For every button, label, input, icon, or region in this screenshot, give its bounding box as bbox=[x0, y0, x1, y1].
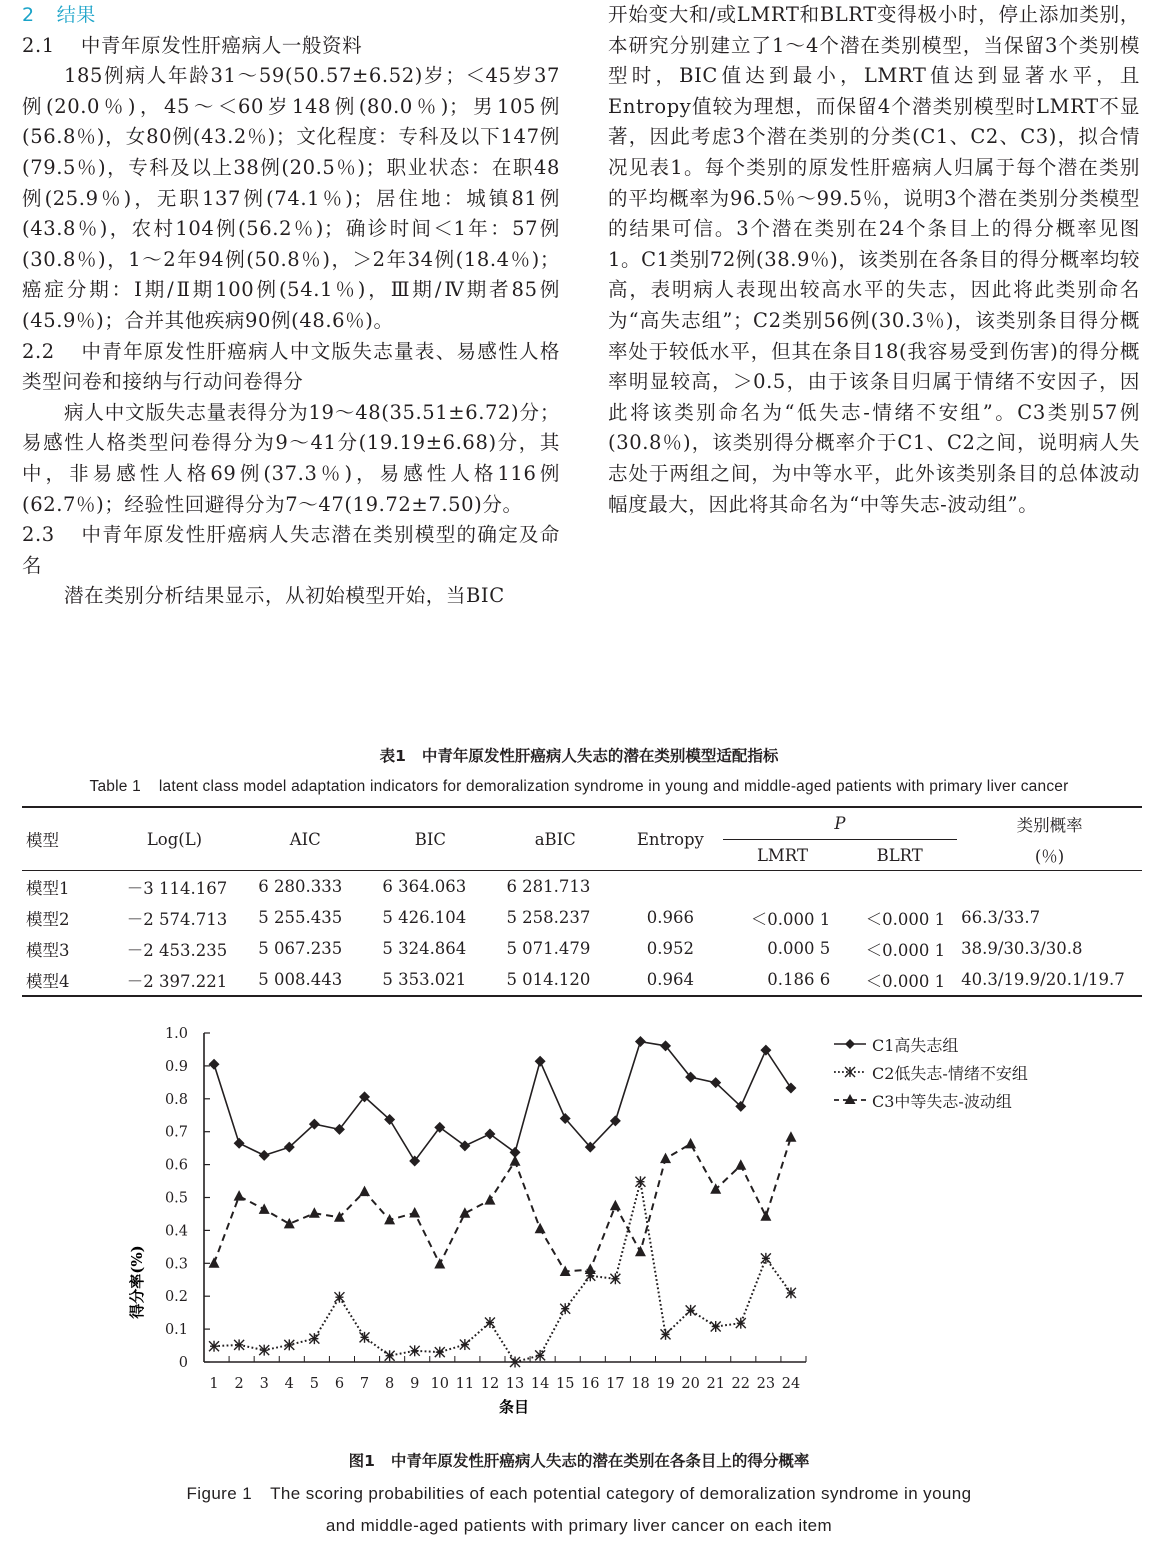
data-point-diamond bbox=[259, 1150, 270, 1161]
table-row bbox=[22, 964, 1142, 996]
y-tick-label: 0.4 bbox=[164, 1223, 188, 1240]
header-bic: BIC bbox=[414, 829, 447, 849]
header-blrt: BLRT bbox=[876, 845, 923, 865]
data-point-asterisk bbox=[234, 1339, 244, 1350]
cell-entropy: 0.964 bbox=[646, 970, 695, 989]
cell-blrt: ＜0.000 1 bbox=[865, 909, 946, 929]
series-line bbox=[214, 1042, 791, 1161]
cell-lmrt bbox=[723, 871, 843, 903]
table-title-en-text: latent class model adaptation indicators for demoralization syndrome in young and middle-aged patients with primary liver cancer bbox=[158, 778, 1069, 795]
data-point-triangle bbox=[510, 1155, 521, 1166]
x-tick-label: 18 bbox=[631, 1376, 650, 1392]
data-point-asterisk bbox=[535, 1350, 545, 1361]
subsection-number: 2.1 bbox=[22, 33, 55, 57]
data-point-asterisk bbox=[686, 1305, 696, 1316]
cell-log: －2 453.235 bbox=[126, 940, 228, 960]
table-title-cn-text: 中青年原发性肝癌病人失志的潜在类别模型适配指标 bbox=[421, 747, 779, 765]
chart-legend bbox=[832, 1030, 1028, 1114]
figure-title-en-line2: and middle-aged patients with primary liver cancer on each item bbox=[325, 1516, 833, 1535]
x-tick-label: 24 bbox=[781, 1376, 801, 1392]
paragraph-latent-class-start: 潜在类别分析结果显示，从初始模型开始，当BIC bbox=[64, 584, 505, 608]
section-number: 2 bbox=[22, 4, 35, 26]
cell-model: 模型2 bbox=[26, 909, 70, 929]
header-prob-line1: 类别概率 bbox=[1016, 815, 1083, 835]
data-point-triangle bbox=[259, 1203, 270, 1214]
subsection-heading-2-3 bbox=[22, 520, 560, 581]
table-title-cn bbox=[0, 744, 1158, 766]
cell-model: 模型3 bbox=[26, 940, 70, 960]
x-tick-label: 9 bbox=[410, 1376, 420, 1392]
data-point-triangle bbox=[334, 1211, 345, 1222]
model-fit-table bbox=[22, 806, 1142, 997]
data-point-asterisk bbox=[334, 1292, 344, 1303]
data-point-triangle bbox=[434, 1258, 445, 1269]
data-point-triangle bbox=[384, 1214, 395, 1225]
x-tick-label: 20 bbox=[681, 1376, 700, 1392]
data-point-asterisk bbox=[435, 1347, 445, 1358]
cell-blrt: ＜0.000 1 bbox=[865, 940, 946, 960]
x-tick-label: 13 bbox=[505, 1376, 525, 1392]
series-line bbox=[214, 1137, 791, 1271]
data-point-triangle bbox=[660, 1153, 671, 1164]
data-point-asterisk bbox=[736, 1318, 746, 1329]
x-tick-label: 15 bbox=[555, 1376, 575, 1392]
data-point-asterisk bbox=[635, 1176, 645, 1187]
table-row bbox=[22, 871, 1142, 903]
cell-abic: 6 281.713 bbox=[506, 877, 591, 896]
figure-label-cn: 图1 bbox=[348, 1452, 375, 1470]
subsection-title: 中青年原发性肝癌病人失志潜在类别模型的确定及命名 bbox=[22, 523, 560, 577]
cell-blrt bbox=[842, 871, 957, 903]
data-point-asterisk bbox=[485, 1317, 495, 1328]
x-tick-label: 5 bbox=[309, 1376, 319, 1392]
chart-series bbox=[209, 1036, 797, 1367]
table-label-en: Table 1 bbox=[89, 778, 141, 795]
data-point-triangle bbox=[585, 1264, 596, 1275]
data-point-asterisk bbox=[410, 1345, 420, 1356]
solid-diamond-line-icon bbox=[832, 1037, 868, 1051]
data-point-triangle bbox=[409, 1207, 420, 1218]
subsection-number: 2.2 bbox=[22, 339, 55, 363]
figure-title-en-text1: The scoring probabilities of each potential category of demoralization syndrome in young bbox=[270, 1484, 972, 1503]
data-point-asterisk bbox=[284, 1339, 294, 1350]
section-title: 结果 bbox=[56, 4, 96, 26]
figure-title-cn bbox=[0, 1449, 1158, 1471]
cell-lmrt: ＜0.000 1 bbox=[750, 909, 831, 929]
cell-entropy: 0.952 bbox=[646, 939, 695, 958]
series-line bbox=[214, 1182, 791, 1362]
figure-label-en: Figure 1 bbox=[186, 1484, 253, 1503]
section-heading bbox=[22, 0, 560, 31]
cell-bic: 5 426.104 bbox=[382, 908, 467, 927]
data-point-asterisk bbox=[385, 1350, 395, 1361]
header-abic: aBIC bbox=[534, 829, 576, 849]
data-point-asterisk bbox=[786, 1287, 796, 1298]
cell-log: －2 574.713 bbox=[126, 909, 228, 929]
data-point-asterisk bbox=[309, 1333, 319, 1344]
x-tick-label: 17 bbox=[606, 1376, 625, 1392]
data-point-asterisk bbox=[460, 1339, 470, 1350]
data-point-triangle bbox=[309, 1207, 320, 1218]
cell-abic: 5 071.479 bbox=[506, 939, 591, 958]
cell-prob: 40.3/19.9/20.1/19.7 bbox=[961, 970, 1125, 989]
cell-abic: 5 014.120 bbox=[506, 970, 591, 989]
data-point-diamond bbox=[484, 1129, 495, 1140]
y-tick-label: 0.3 bbox=[164, 1256, 188, 1273]
dashed-triangle-line-icon bbox=[832, 1093, 868, 1107]
y-tick-label: 0.2 bbox=[164, 1289, 188, 1306]
subsection-title: 中青年原发性肝癌病人一般资料 bbox=[80, 33, 363, 57]
series-3 bbox=[209, 1131, 797, 1276]
figure-title-en bbox=[0, 1478, 1158, 1542]
legend-item-c2 bbox=[832, 1058, 1028, 1086]
data-point-asterisk bbox=[259, 1345, 269, 1356]
header-lmrt: LMRT bbox=[756, 845, 808, 865]
data-point-triangle bbox=[484, 1194, 495, 1205]
cell-model: 模型4 bbox=[26, 971, 70, 991]
paragraph-latent-class-continued: 开始变大和/或LMRT和BLRT变得极小时，停止添加类别，本研究分别建立了1～4个潜在类别模型，当保留3个类别模型时，BIC值达到最小，LMRT值达到显著水平，且Entropy值较为理想，而保留4个潜类别模型时LMRT不显著，因此考虑3个潜在类别的分类(C1、C2、C3)，拟合情况见表1。每个类别的原发性肝癌病人归属于每个潜在类别的平均概率为96.5％～99.5％，说明3个潜在类别分类模型的结果可信。3个潜在类别在24个条目上的得分概率见图1。C1类别72例(38.9％)，该类别在各条目的得分概率均较高，表明病人表现出较高水平的失志，因此将此类别命名为“高失志组”；C2类别56例(30.3％)，该类别条目得分概率处于较低水平，但其在条目18(我容易受到伤害)的得分概率明显较高，＞0.5，由于该条目归属于情绪不安因子，因此将该类别命名为“低失志-情绪不安组”。C3类别57例(30.8％)，该类别得分概率介于C1、C2之间，说明病人失志处于两组之间，为中等水平，此外该类别条目的总体波动幅度最大，因此将其命名为“中等失志-波动组”。 bbox=[608, 3, 1140, 516]
cell-prob: 38.9/30.3/30.8 bbox=[961, 939, 1083, 958]
header-prob-line2: (％) bbox=[1034, 846, 1065, 866]
x-tick-label: 14 bbox=[530, 1376, 550, 1392]
subsection-heading-2-1 bbox=[22, 31, 560, 62]
data-point-diamond bbox=[785, 1082, 796, 1093]
cell-lmrt: 0.186 6 bbox=[767, 970, 831, 989]
data-point-diamond bbox=[234, 1138, 245, 1149]
header-model: 模型 bbox=[26, 831, 59, 850]
data-point-triangle bbox=[610, 1200, 621, 1211]
data-point-triangle bbox=[685, 1138, 696, 1149]
y-tick-label: 0.9 bbox=[164, 1058, 188, 1075]
legend-item-c3 bbox=[832, 1086, 1028, 1114]
x-tick-label: 16 bbox=[581, 1376, 600, 1392]
data-point-asterisk bbox=[761, 1253, 771, 1264]
cell-bic: 5 324.864 bbox=[382, 939, 467, 958]
subsection-number: 2.3 bbox=[22, 523, 55, 547]
legend-item-c1 bbox=[832, 1030, 1028, 1058]
x-tick-label: 19 bbox=[656, 1376, 675, 1392]
legend-label-c1: C1高失志组 bbox=[872, 1035, 959, 1055]
paragraph-scores: 病人中文版失志量表得分为19～48(35.51±6.72)分；易感性人格类型问卷得分为9～41分(19.19±6.68)分，其中，非易感性人格69例(37.3％)，易感性人格116例(62.7％)；经验性回避得分为7～47(19.72±7.50)分。 bbox=[22, 400, 560, 516]
cell-lmrt: 0.000 5 bbox=[767, 939, 831, 958]
cell-aic: 5 008.443 bbox=[258, 970, 343, 989]
y-tick-label: 0.8 bbox=[164, 1091, 188, 1108]
cell-blrt: ＜0.000 1 bbox=[865, 971, 946, 991]
data-point-triangle bbox=[735, 1159, 746, 1170]
y-tick-label: 0.1 bbox=[164, 1322, 188, 1339]
dotted-asterisk-line-icon bbox=[832, 1065, 868, 1079]
figure-title-cn-text: 中青年原发性肝癌病人失志的潜在类别在各条目上的得分概率 bbox=[390, 1452, 810, 1470]
data-point-diamond bbox=[535, 1056, 546, 1067]
subsection-heading-2-2 bbox=[22, 337, 560, 398]
line-chart bbox=[120, 1010, 820, 1430]
left-column bbox=[22, 0, 560, 612]
header-p: P bbox=[723, 807, 957, 840]
right-column bbox=[608, 0, 1140, 520]
cell-aic: 5 067.235 bbox=[258, 939, 343, 958]
header-entropy: Entropy bbox=[636, 829, 704, 849]
x-tick-label: 1 bbox=[209, 1376, 219, 1392]
cell-bic: 5 353.021 bbox=[382, 970, 467, 989]
x-tick-label: 23 bbox=[756, 1376, 776, 1392]
data-point-asterisk bbox=[661, 1329, 671, 1340]
table-row bbox=[22, 902, 1142, 933]
data-point-asterisk bbox=[209, 1341, 219, 1352]
x-tick-label: 11 bbox=[455, 1376, 475, 1392]
data-point-triangle bbox=[785, 1131, 796, 1142]
series-1 bbox=[209, 1036, 797, 1166]
data-point-asterisk bbox=[560, 1303, 570, 1314]
subsection-title: 中青年原发性肝癌病人中文版失志量表、易感性人格类型问卷和接纳与行动问卷得分 bbox=[22, 339, 560, 394]
x-tick-label: 12 bbox=[480, 1376, 500, 1392]
cell-prob bbox=[957, 871, 1142, 903]
header-aic: AIC bbox=[289, 829, 321, 849]
x-tick-label: 21 bbox=[706, 1376, 725, 1392]
data-point-triangle bbox=[209, 1257, 220, 1268]
data-point-diamond bbox=[635, 1036, 646, 1047]
y-axis-label: 得分率(%) bbox=[128, 1245, 146, 1319]
table-label-cn: 表1 bbox=[379, 747, 406, 765]
data-point-asterisk bbox=[510, 1357, 520, 1368]
data-point-triangle bbox=[234, 1190, 245, 1201]
table-header-row bbox=[22, 807, 1142, 840]
cell-entropy: 0.966 bbox=[646, 908, 695, 927]
data-point-triangle bbox=[635, 1246, 646, 1257]
table-row bbox=[22, 933, 1142, 964]
data-point-triangle bbox=[459, 1207, 470, 1218]
data-point-triangle bbox=[359, 1186, 370, 1197]
x-tick-label: 2 bbox=[234, 1376, 244, 1392]
cell-prob: 66.3/33.7 bbox=[961, 908, 1041, 927]
y-tick-label: 0 bbox=[178, 1355, 188, 1371]
cell-log: －3 114.167 bbox=[126, 878, 228, 898]
x-tick-label: 10 bbox=[430, 1376, 450, 1392]
cell-aic: 5 255.435 bbox=[258, 908, 343, 927]
legend-label-c2: C2低失志-情绪不安组 bbox=[872, 1063, 1028, 1083]
data-point-diamond bbox=[209, 1059, 220, 1070]
y-tick-label: 1.0 bbox=[164, 1026, 188, 1042]
x-tick-label: 7 bbox=[359, 1376, 370, 1392]
y-tick-label: 0.6 bbox=[164, 1157, 188, 1174]
data-point-asterisk bbox=[711, 1321, 721, 1332]
legend-label-c3: C3中等失志-波动组 bbox=[872, 1091, 1012, 1111]
cell-model: 模型1 bbox=[26, 878, 70, 898]
x-tick-label: 6 bbox=[334, 1376, 345, 1392]
cell-abic: 5 258.237 bbox=[506, 908, 591, 927]
cell-entropy bbox=[618, 871, 723, 903]
data-point-diamond bbox=[760, 1045, 771, 1056]
x-tick-label: 8 bbox=[384, 1376, 395, 1392]
data-point-triangle bbox=[535, 1223, 546, 1234]
data-point-asterisk bbox=[610, 1273, 620, 1284]
data-point-triangle bbox=[760, 1210, 771, 1221]
paragraph-general-data: 185例病人年龄31～59(50.57±6.52)岁；＜45岁37例(20.0％)，45～＜60岁148例(80.0％)；男105例(56.8％)，女80例(43.2％)；文化程度：专科及以下147例(79.5％)，专科及以上38例(20.5％)；职业状态：在职48例(25.9％)，无职137例(74.1％)；居住地：城镇81例(43.8％)，农村104例(56.2％)；确诊时间＜1年：57例(30.8％)，1～2年94例(50.8％)，＞2年34例(18.4％)；癌症分期：Ⅰ期/Ⅱ期100例(54.1％)，Ⅲ期/Ⅳ期者85例(45.9％)；合并其他疾病90例(48.6％)。 bbox=[22, 64, 560, 332]
cell-log: －2 397.221 bbox=[126, 971, 228, 991]
table-title-en bbox=[0, 778, 1158, 796]
series-2 bbox=[209, 1176, 796, 1367]
x-tick-label: 3 bbox=[259, 1376, 269, 1392]
table-body bbox=[22, 871, 1142, 997]
x-tick-label: 4 bbox=[284, 1376, 294, 1392]
x-tick-label: 22 bbox=[731, 1376, 751, 1392]
cell-bic: 6 364.063 bbox=[382, 877, 467, 896]
x-axis-label: 条目 bbox=[498, 1398, 530, 1416]
data-point-triangle bbox=[710, 1183, 721, 1194]
data-point-asterisk bbox=[360, 1332, 370, 1343]
header-log: Log(L) bbox=[146, 829, 203, 849]
figure-title-en-line1 bbox=[0, 1478, 1158, 1510]
cell-aic: 6 280.333 bbox=[258, 877, 343, 896]
y-tick-label: 0.7 bbox=[164, 1124, 188, 1141]
y-tick-label: 0.5 bbox=[164, 1190, 188, 1207]
